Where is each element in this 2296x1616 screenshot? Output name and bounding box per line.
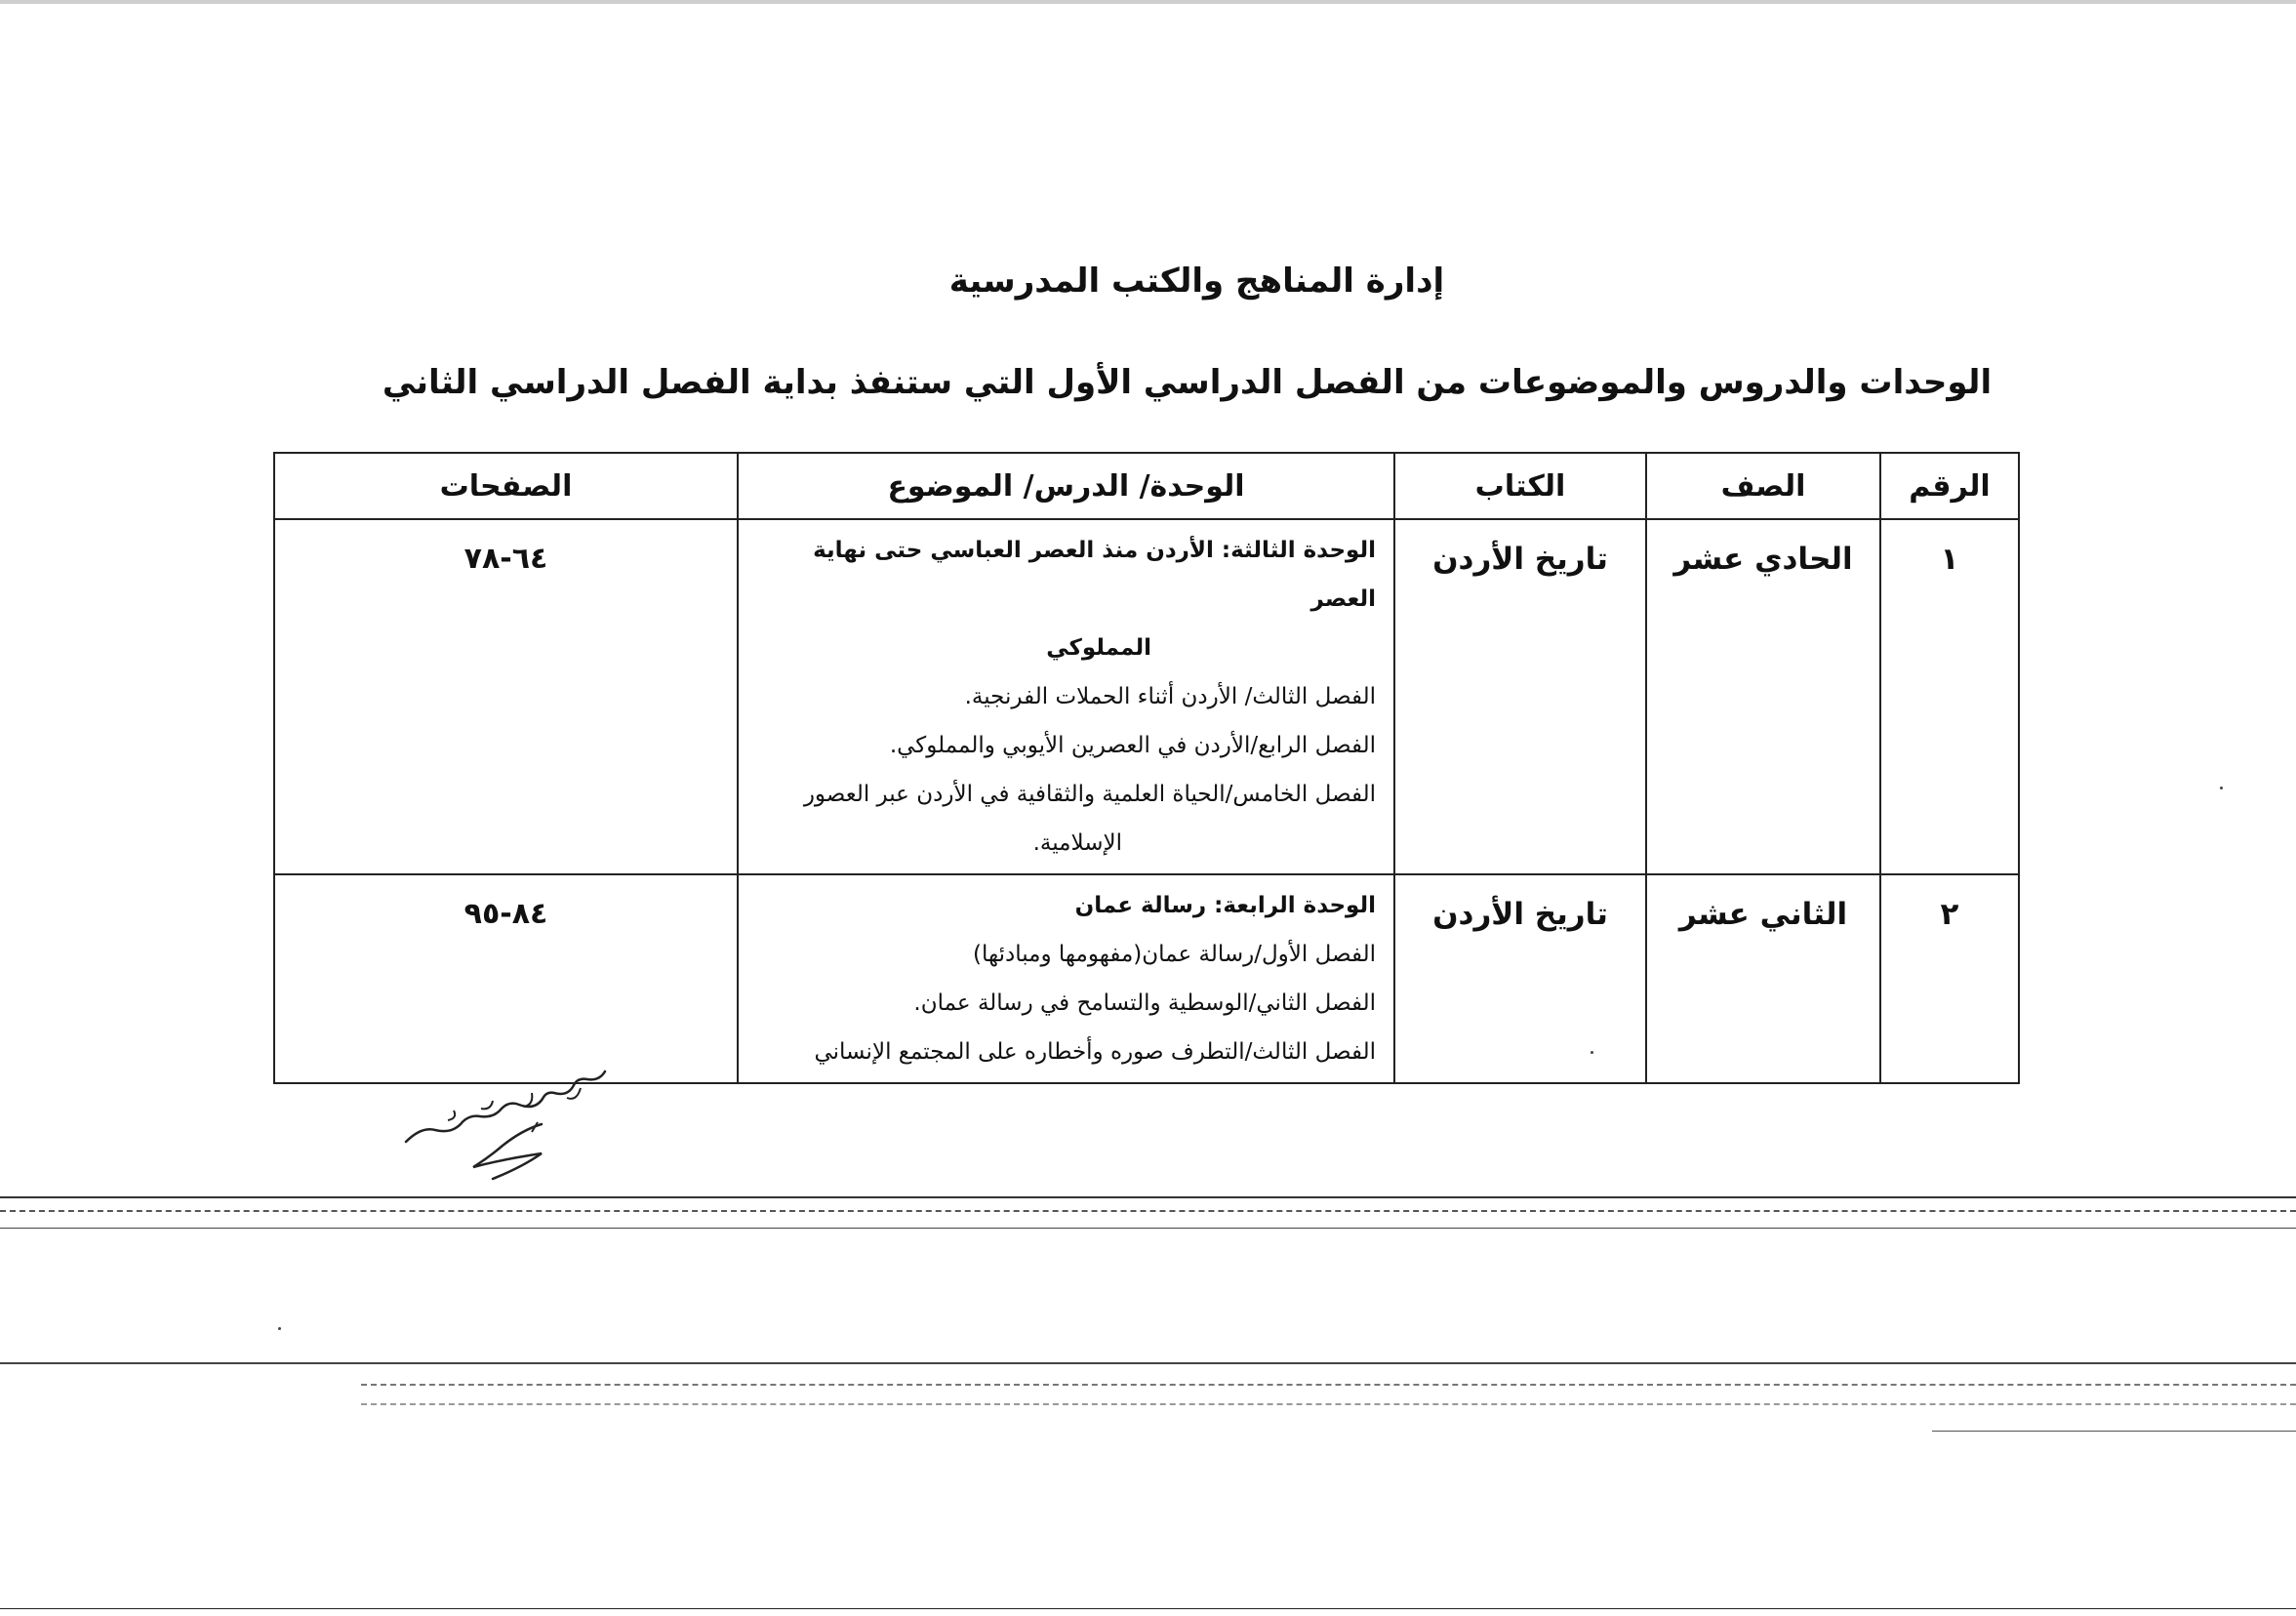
header-pages: الصفحات [274,453,738,519]
row-book: تاريخ الأردن [1394,519,1646,874]
scan-line [0,1196,2296,1198]
scan-line [361,1384,2296,1386]
row-pages: ٦٤-٧٨ [274,519,738,874]
document-title: الوحدات والدروس والموضوعات من الفصل الدراسي الأول التي ستنفذ بداية الفصل الدراسي الثاني [382,363,1993,402]
department-title: إدارة المناهج والكتب المدرسية [948,262,1445,301]
row-number: ٢ [1880,874,2019,1083]
scan-speck [1591,1051,1593,1054]
topic-line: الفصل الثالث/ الأردن أثناء الحملات الفرنجية. [964,684,1376,709]
row-number: ١ [1880,519,2019,874]
header-grade: الصف [1646,453,1880,519]
handwritten-signature [385,1054,620,1191]
scan-line [0,1362,2296,1364]
scan-line [0,1228,2296,1229]
table-header-row [274,453,2019,519]
topic-line: الفصل الخامس/الحياة العلمية والثقافية في الأردن عبر العصور [803,782,1376,807]
header-book: الكتاب [1394,453,1646,519]
row-pages: ٨٤-٩٥ [274,874,738,1083]
header-number: الرقم [1880,453,2019,519]
table-row [274,519,2019,874]
table-row [274,874,2019,1083]
topic-line: الفصل الأول/رسالة عمان(مفهومها ومبادئها) [973,942,1376,967]
row-book: تاريخ الأردن [1394,874,1646,1083]
scan-line [361,1403,2296,1405]
topic-line: الوحدة الرابعة: رسالة عمان [1074,893,1376,918]
topic-line: الإسلامية. [1032,830,1122,856]
topic-line: الوحدة الثالثة: الأردن منذ العصر العباسي حتى نهاية العصر [813,538,1376,612]
scan-line [0,1608,2296,1609]
row-topic [738,519,1394,874]
curriculum-table [273,452,2020,1084]
scan-speck [2220,787,2223,789]
scan-line [0,1210,2296,1212]
row-grade: الحادي عشر [1646,519,1880,874]
row-topic [738,874,1394,1083]
row-grade: الثاني عشر [1646,874,1880,1083]
scan-speck [278,1327,281,1330]
topic-line: الفصل الثاني/الوسطية والتسامح في رسالة عمان. [913,990,1376,1016]
topic-line: المملوكي [1046,635,1151,661]
header-topic: الوحدة/ الدرس/ الموضوع [738,453,1394,519]
topic-line: الفصل الرابع/الأردن في العصرين الأيوبي والمملوكي. [889,733,1376,758]
scan-top-edge [0,0,2296,4]
scan-line [1932,1431,2296,1432]
topic-line: الفصل الثالث/التطرف صوره وأخطاره على المجتمع الإنساني [814,1039,1376,1065]
